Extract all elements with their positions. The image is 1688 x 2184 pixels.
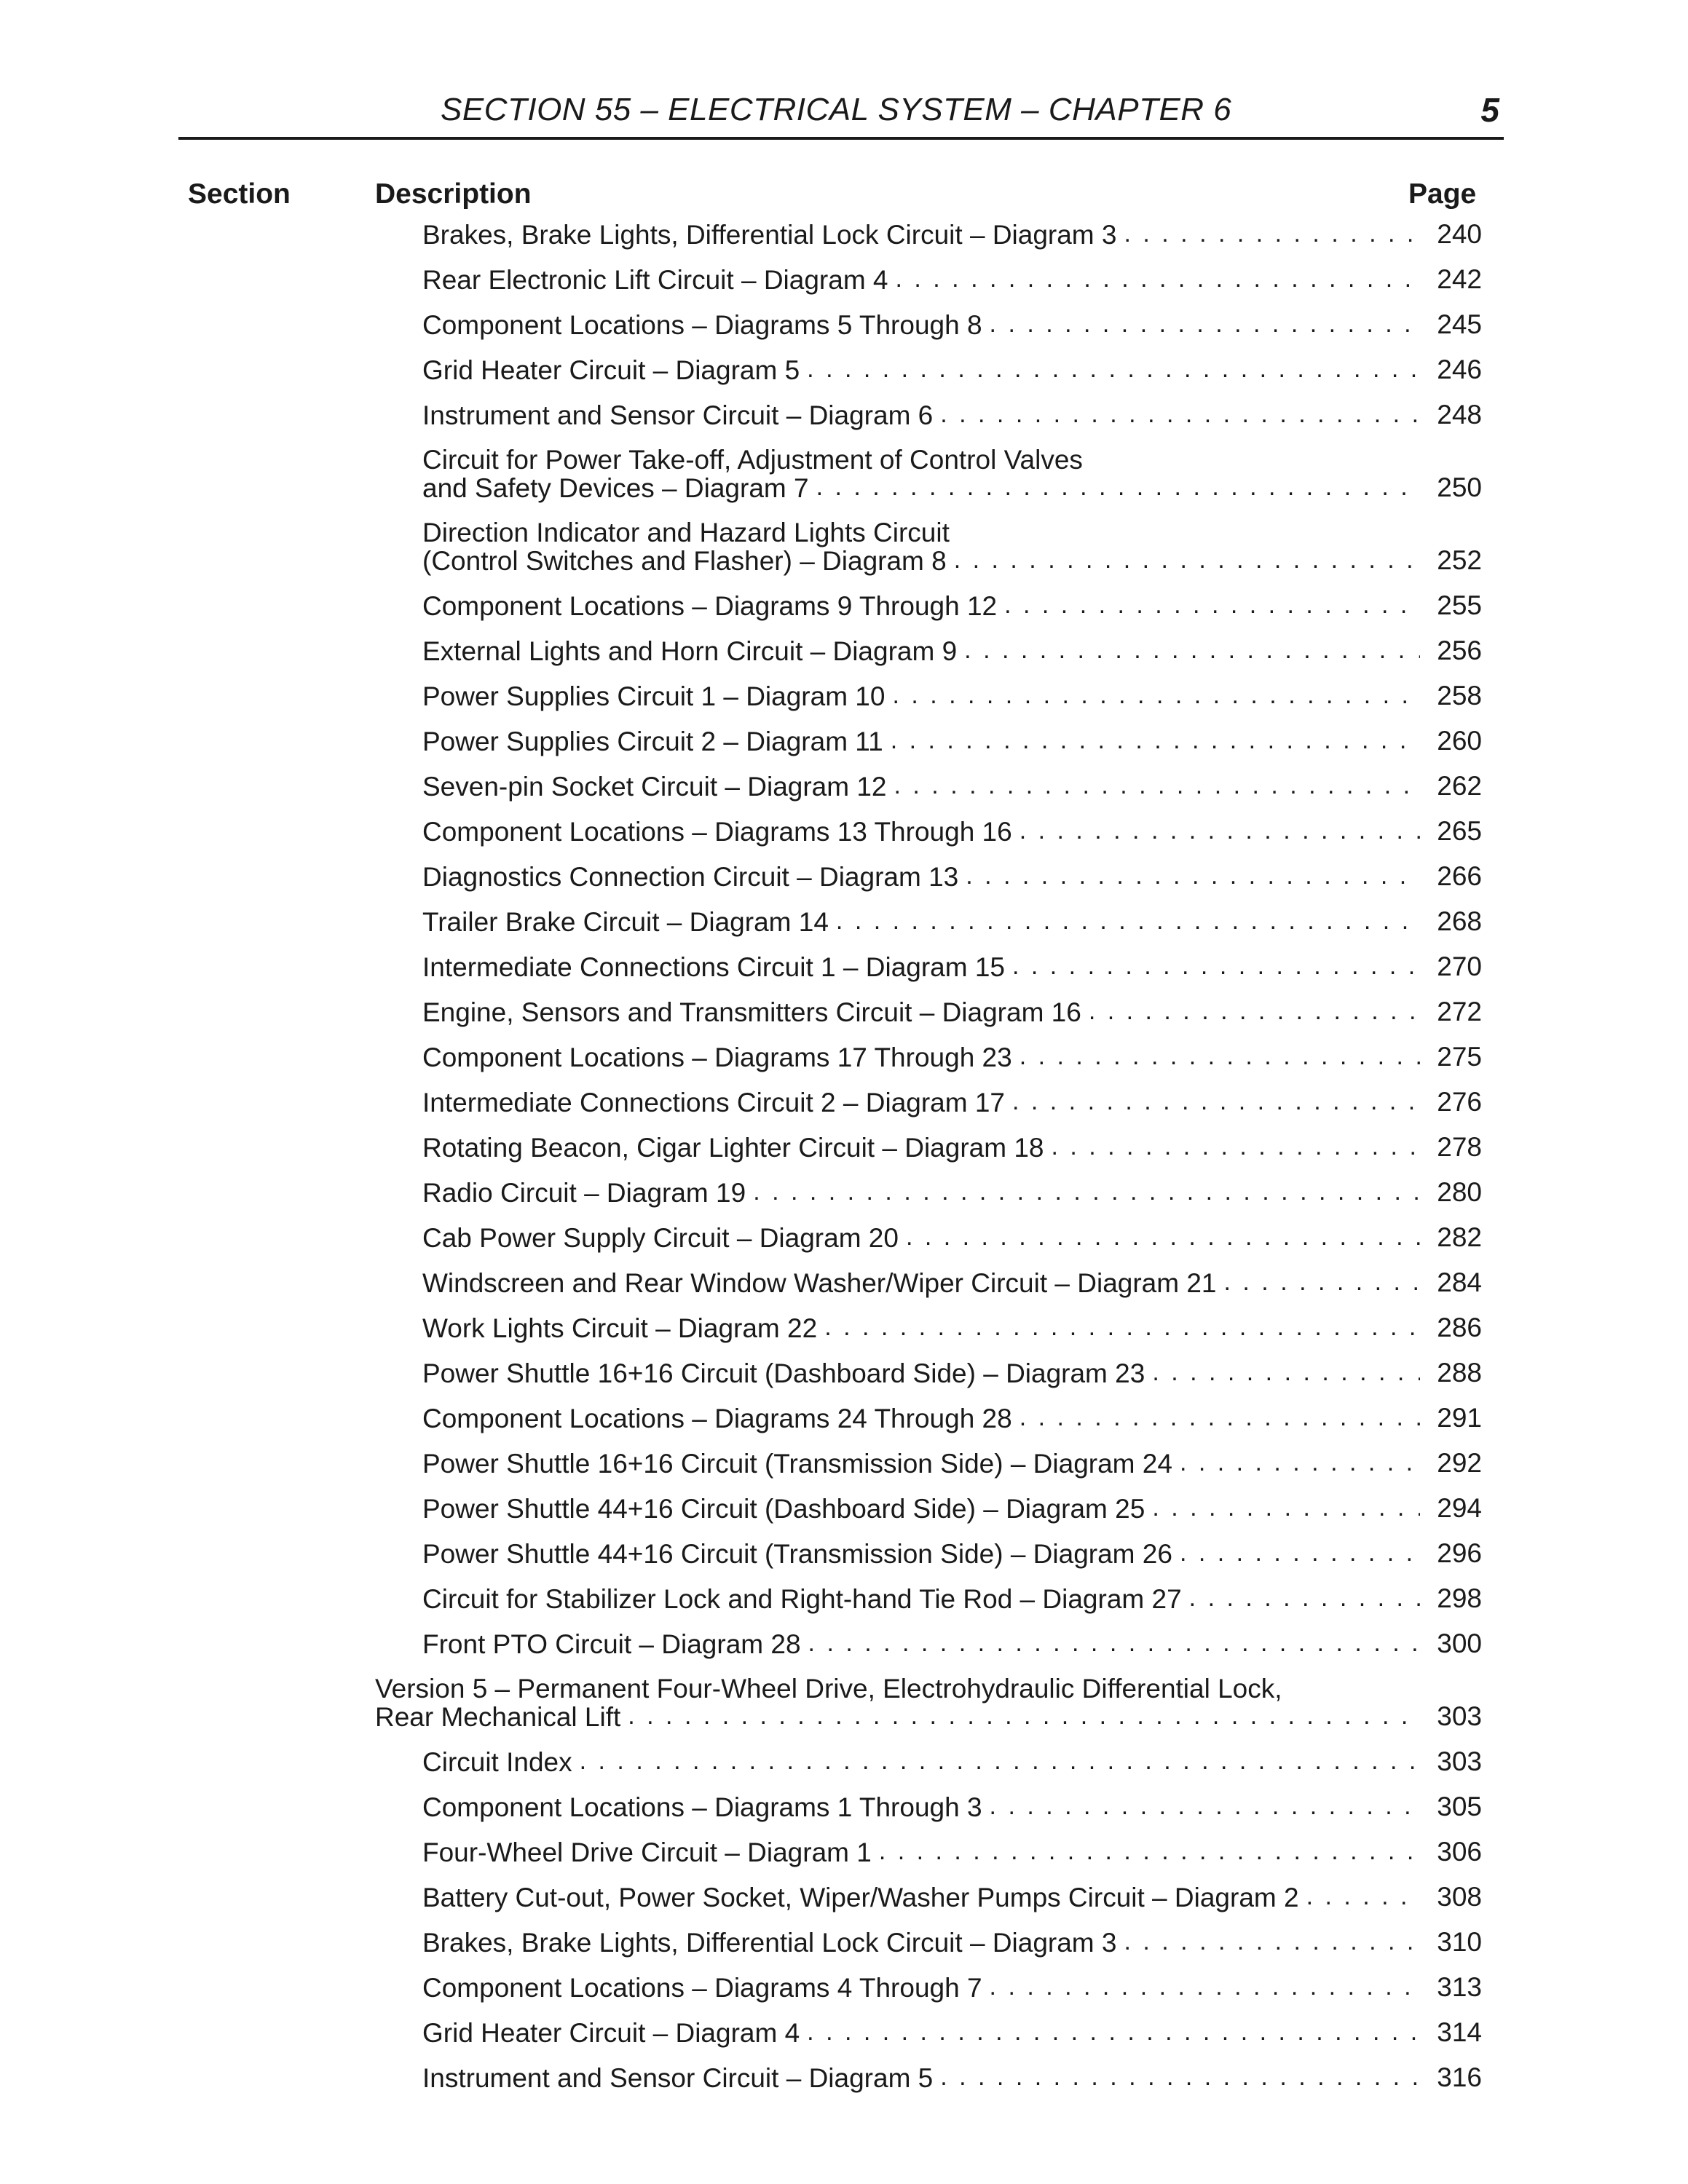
page-column-header: Page — [1408, 178, 1477, 210]
toc-entry-title: External Lights and Horn Circuit – Diagram 9 — [422, 636, 958, 666]
dot-leader — [628, 1703, 1420, 1730]
toc-entry-title: Brakes, Brake Lights, Differential Lock Circuit – Diagram 3 — [422, 1928, 1117, 1958]
toc-entry-page: 240 — [1437, 219, 1482, 249]
toc-entry[interactable] — [0, 1449, 1688, 1477]
page-header — [178, 86, 1504, 140]
toc-entry-title: Power Shuttle 16+16 Circuit (Transmission Side) – Diagram 24 — [422, 1449, 1172, 1479]
dot-leader — [990, 311, 1420, 339]
chapter-title: SECTION 55 – ELECTRICAL SYSTEM – CHAPTER 6 — [441, 92, 1232, 127]
dot-leader — [1124, 1928, 1421, 1956]
toc-entry[interactable] — [0, 311, 1688, 339]
dot-leader — [816, 474, 1420, 502]
toc-entry-page: 270 — [1437, 951, 1482, 981]
dot-leader — [879, 1838, 1420, 1866]
toc-entry[interactable] — [0, 1883, 1688, 1911]
toc-entry-title: Instrument and Sensor Circuit – Diagram 6 — [422, 400, 934, 430]
toc-entry[interactable] — [0, 1179, 1688, 1206]
toc-entry[interactable] — [0, 2064, 1688, 2092]
toc-entry-page: 268 — [1437, 906, 1482, 936]
dot-leader — [892, 682, 1420, 710]
toc-entry-title: Rear Mechanical Lift — [375, 1702, 621, 1732]
toc-entry-page: 308 — [1437, 1882, 1482, 1912]
dot-leader — [1012, 1088, 1420, 1116]
toc-entry-page: 275 — [1437, 1042, 1482, 1072]
dot-leader — [808, 1630, 1420, 1658]
toc-entry-page: 266 — [1437, 861, 1482, 891]
toc-entry-page: 248 — [1437, 400, 1482, 430]
toc-entry[interactable] — [0, 818, 1688, 845]
toc-entry[interactable] — [0, 1224, 1688, 1251]
toc-entry[interactable] — [0, 1974, 1688, 2001]
toc-entry[interactable] — [0, 1630, 1688, 1658]
description-column-header: Description — [375, 178, 532, 210]
toc-entry-page: 306 — [1437, 1837, 1482, 1867]
toc-entry-title: Battery Cut-out, Power Socket, Wiper/Washer Pumps Circuit – Diagram 2 — [422, 1883, 1299, 1912]
toc-entry-title: Instrument and Sensor Circuit – Diagram 5 — [422, 2063, 934, 2093]
toc-entry-title: Cab Power Supply Circuit – Diagram 20 — [422, 1223, 899, 1253]
toc-entry-title: Circuit for Power Take-off, Adjustment of Control Valves — [422, 445, 1083, 475]
dot-leader — [954, 547, 1420, 574]
toc-entry-title: Component Locations – Diagrams 9 Through 12 — [422, 591, 998, 621]
toc-entry-page: 303 — [1437, 1701, 1482, 1731]
toc-entry-title: Circuit for Stabilizer Lock and Right-hand Tie Rod – Diagram 27 — [422, 1584, 1182, 1614]
toc-entry[interactable] — [0, 401, 1688, 429]
page-number: 5 — [1480, 91, 1499, 129]
dot-leader — [1124, 221, 1421, 248]
toc-entry-page: 256 — [1437, 636, 1482, 665]
toc-entry-page: 255 — [1437, 590, 1482, 620]
toc-entry-title: Version 5 – Permanent Four-Wheel Drive, Electrohydraulic Differential Lock, — [375, 1674, 1282, 1704]
toc-entry-page: 278 — [1437, 1132, 1482, 1162]
dot-leader — [580, 1748, 1420, 1776]
toc-entry-page: 286 — [1437, 1313, 1482, 1342]
toc-entry[interactable] — [0, 682, 1688, 710]
toc-entry-title: Component Locations – Diagrams 4 Through 7 — [422, 1973, 982, 2003]
dot-leader — [1152, 1359, 1420, 1387]
dot-leader — [1089, 998, 1420, 1026]
dot-leader — [1180, 1449, 1420, 1477]
toc-entry-title: Seven-pin Socket Circuit – Diagram 12 — [422, 772, 887, 802]
dot-leader — [1012, 953, 1420, 981]
dot-leader — [896, 266, 1421, 293]
toc-entry-title: Power Shuttle 44+16 Circuit (Dashboard Side) – Diagram 25 — [422, 1494, 1145, 1524]
toc-entry-page: 272 — [1437, 997, 1482, 1026]
dot-leader — [1180, 1540, 1420, 1567]
dot-leader — [753, 1179, 1420, 1206]
toc-entry-title: Brakes, Brake Lights, Differential Lock Circuit – Diagram 3 — [422, 220, 1117, 250]
toc-entry-page: 284 — [1437, 1267, 1482, 1297]
toc-entry-title: Front PTO Circuit – Diagram 28 — [422, 1629, 801, 1659]
toc-entry[interactable] — [0, 266, 1688, 293]
toc-entry[interactable] — [0, 1540, 1688, 1567]
toc-entry[interactable] — [0, 1585, 1688, 1613]
toc-entry-title: and Safety Devices – Diagram 7 — [422, 473, 809, 503]
dot-leader — [1004, 592, 1420, 620]
toc-entry[interactable] — [0, 772, 1688, 800]
toc-entry-page: 298 — [1437, 1583, 1482, 1613]
toc-entry[interactable] — [0, 1269, 1688, 1297]
toc-entry[interactable] — [0, 1928, 1688, 1956]
dot-leader — [1189, 1585, 1420, 1613]
toc-entry[interactable] — [0, 1838, 1688, 1866]
toc-entry[interactable] — [0, 908, 1688, 935]
toc-entry[interactable] — [0, 221, 1688, 248]
toc-entry-page: 303 — [1437, 1746, 1482, 1776]
toc-entry-title: Power Supplies Circuit 2 – Diagram 11 — [422, 727, 883, 756]
toc-entry-page: 258 — [1437, 681, 1482, 711]
toc-entry-page: 310 — [1437, 1927, 1482, 1957]
toc-entry-title: Grid Heater Circuit – Diagram 5 — [422, 355, 800, 385]
dot-leader — [990, 1974, 1420, 2001]
toc-entry[interactable] — [0, 1088, 1688, 1116]
dot-leader — [940, 2064, 1420, 2092]
toc-entry[interactable] — [0, 1675, 1688, 1730]
dot-leader — [1224, 1269, 1420, 1297]
toc-entry-title: Component Locations – Diagrams 5 Through 8 — [422, 310, 982, 340]
dot-leader — [964, 637, 1420, 665]
dot-leader — [836, 908, 1420, 935]
toc-entry[interactable] — [0, 1748, 1688, 1776]
toc-entry-page: 250 — [1437, 472, 1482, 502]
toc-entry-page: 242 — [1437, 264, 1482, 294]
toc-entry-title: Engine, Sensors and Transmitters Circuit – Diagram 16 — [422, 997, 1081, 1027]
toc-entry-page: 252 — [1437, 545, 1482, 575]
dot-leader — [906, 1224, 1420, 1251]
toc-entry-page: 294 — [1437, 1493, 1482, 1523]
toc-entry-title: Rotating Beacon, Cigar Lighter Circuit – Diagram 18 — [422, 1133, 1044, 1163]
table-of-contents — [0, 221, 1688, 2109]
toc-entry-page: 280 — [1437, 1177, 1482, 1207]
toc-entry-title: Diagnostics Connection Circuit – Diagram 13 — [422, 862, 959, 892]
toc-entry-title: Rear Electronic Lift Circuit – Diagram 4 — [422, 265, 888, 295]
toc-entry[interactable] — [0, 863, 1688, 890]
toc-entry-title: Intermediate Connections Circuit 2 – Diagram 17 — [422, 1088, 1005, 1117]
toc-entry-title: Four-Wheel Drive Circuit – Diagram 1 — [422, 1837, 872, 1867]
section-column-header: Section — [188, 178, 291, 210]
toc-entry[interactable] — [0, 1314, 1688, 1342]
toc-entry-page: 291 — [1437, 1403, 1482, 1433]
toc-entry[interactable] — [0, 727, 1688, 755]
dot-leader — [1051, 1133, 1420, 1161]
toc-entry[interactable] — [0, 1793, 1688, 1821]
toc-entry[interactable] — [0, 1404, 1688, 1432]
dot-leader — [807, 356, 1420, 384]
dot-leader — [1152, 1495, 1420, 1522]
toc-entry[interactable] — [0, 446, 1688, 502]
toc-entry-page: 246 — [1437, 355, 1482, 384]
toc-entry-title: Power Shuttle 16+16 Circuit (Dashboard Side) – Diagram 23 — [422, 1358, 1145, 1388]
toc-entry[interactable] — [0, 1133, 1688, 1161]
toc-entry-page: 305 — [1437, 1792, 1482, 1821]
dot-leader — [894, 772, 1420, 800]
dot-leader — [990, 1793, 1420, 1821]
toc-entry-title: Component Locations – Diagrams 24 Through 28 — [422, 1404, 1012, 1433]
toc-entry-page: 265 — [1437, 816, 1482, 846]
toc-entry-title: Circuit Index — [422, 1747, 572, 1777]
toc-entry[interactable] — [0, 356, 1688, 384]
toc-entry-page: 262 — [1437, 771, 1482, 801]
toc-entry-page: 300 — [1437, 1629, 1482, 1658]
toc-entry-title: Component Locations – Diagrams 1 Through 3 — [422, 1792, 982, 1822]
toc-entry-page: 245 — [1437, 309, 1482, 339]
toc-entry-title: Work Lights Circuit – Diagram 22 — [422, 1313, 818, 1343]
dot-leader — [1019, 1043, 1420, 1071]
dot-leader — [807, 2019, 1420, 2046]
toc-entry-title: Radio Circuit – Diagram 19 — [422, 1178, 746, 1208]
toc-entry[interactable] — [0, 1359, 1688, 1387]
dot-leader — [1306, 1883, 1420, 1911]
toc-entry-page: 313 — [1437, 1972, 1482, 2002]
dot-leader — [1019, 818, 1420, 845]
toc-entry-page: 314 — [1437, 2017, 1482, 2047]
toc-entry-page: 282 — [1437, 1222, 1482, 1252]
toc-entry[interactable] — [0, 1043, 1688, 1071]
toc-entry-title: Windscreen and Rear Window Washer/Wiper Circuit – Diagram 21 — [422, 1268, 1217, 1298]
toc-entry[interactable] — [0, 1495, 1688, 1522]
toc-entry-page: 288 — [1437, 1358, 1482, 1388]
toc-entry-title: (Control Switches and Flasher) – Diagram 8 — [422, 546, 947, 576]
toc-entry[interactable] — [0, 592, 1688, 620]
toc-entry[interactable] — [0, 998, 1688, 1026]
toc-entry-title: Component Locations – Diagrams 17 Through 23 — [422, 1042, 1012, 1072]
toc-entry[interactable] — [0, 2019, 1688, 2046]
toc-entry-page: 316 — [1437, 2062, 1482, 2092]
toc-entry[interactable] — [0, 953, 1688, 981]
dot-leader — [891, 727, 1420, 755]
toc-entry-title: Power Shuttle 44+16 Circuit (Transmission Side) – Diagram 26 — [422, 1539, 1172, 1569]
dot-leader — [824, 1314, 1420, 1342]
toc-entry-title: Intermediate Connections Circuit 1 – Diagram 15 — [422, 952, 1005, 982]
toc-entry-title: Power Supplies Circuit 1 – Diagram 10 — [422, 681, 886, 711]
toc-entry-page: 260 — [1437, 726, 1482, 756]
toc-entry-page: 276 — [1437, 1087, 1482, 1117]
toc-entry-page: 292 — [1437, 1448, 1482, 1478]
toc-entry[interactable] — [0, 637, 1688, 665]
dot-leader — [966, 863, 1420, 890]
toc-entry-page: 296 — [1437, 1538, 1482, 1568]
toc-entry[interactable] — [0, 519, 1688, 574]
dot-leader — [940, 401, 1420, 429]
dot-leader — [1019, 1404, 1420, 1432]
toc-entry-title: Component Locations – Diagrams 13 Through 16 — [422, 817, 1012, 847]
toc-entry-title: Trailer Brake Circuit – Diagram 14 — [422, 907, 829, 937]
toc-entry-title: Direction Indicator and Hazard Lights Circuit — [422, 518, 950, 547]
toc-entry-title: Grid Heater Circuit – Diagram 4 — [422, 2018, 800, 2048]
